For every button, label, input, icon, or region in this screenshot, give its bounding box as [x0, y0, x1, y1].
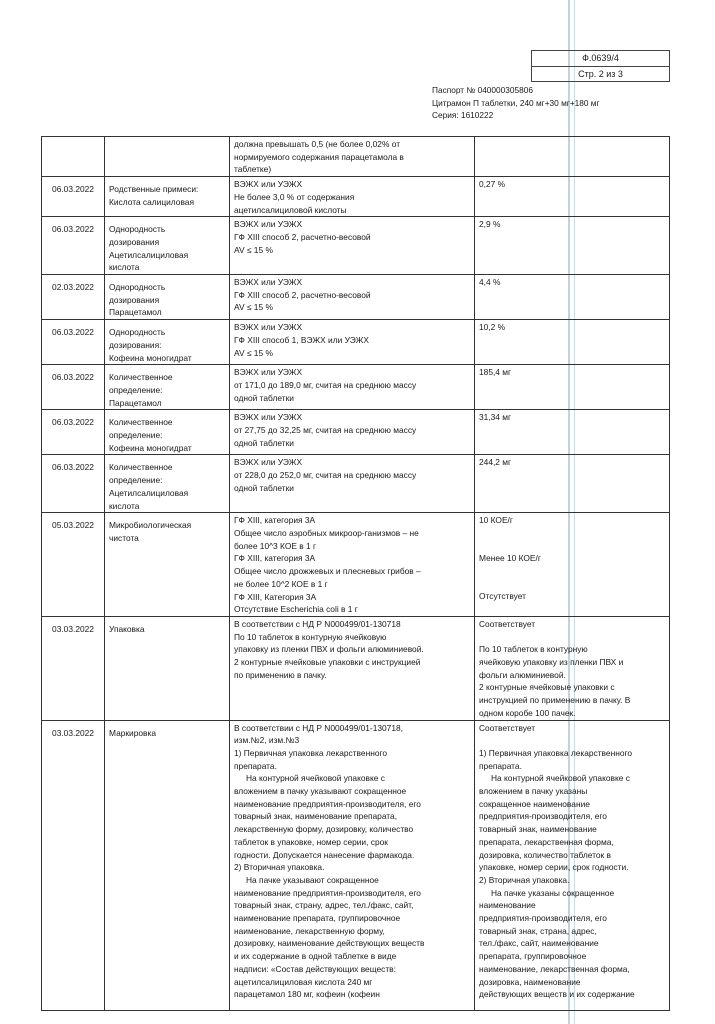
norm-line: упаковку из пленки ПВХ и фольги алюминиевой. [234, 644, 424, 655]
norm-line: ГФ XIII, категория 3А [234, 515, 316, 526]
indicator-line: Ацетилсалициловая [109, 249, 189, 260]
result-line: 10,2 % [479, 322, 506, 333]
indicator-line: Однородность [109, 224, 166, 235]
indicator-line: Количественное [109, 417, 173, 428]
date-cell: 06.03.2022 [42, 410, 105, 455]
norm-line: дозировку, наименование действующих веществ [234, 938, 425, 949]
table-row [42, 320, 670, 365]
result-line: По 10 таблеток в контурную [479, 644, 588, 655]
result-line: предприятия-производителя, его [479, 811, 607, 822]
result-line: препарата, лекарственная форма, [479, 836, 614, 847]
norm-line: ВЭЖХ или УЭЖХ [234, 322, 303, 333]
indicator-line: Микробиологическая [109, 520, 192, 531]
norm-line: ВЭЖХ или УЭЖХ [234, 219, 303, 230]
result-line [479, 540, 665, 553]
date-cell: 06.03.2022 [42, 320, 105, 365]
norm-line: AV ≤ 15 % [234, 244, 273, 255]
indicator-cell [105, 455, 230, 513]
result-line: дозировка, наименование [479, 976, 581, 987]
result-line [479, 578, 665, 591]
norm-line: AV ≤ 15 % [234, 347, 273, 358]
result-line: 10 КОЕ/г [479, 515, 513, 526]
indicator-cell [105, 410, 230, 455]
page-label: Стр. 2 из 3 [532, 66, 669, 82]
indicator-line: определение: [109, 475, 163, 486]
norm-line: изм.№2, изм.№3 [234, 735, 300, 746]
date-cell: 06.03.2022 [42, 365, 105, 410]
result-line: 2 контурные ячейковые упаковки с [479, 682, 615, 693]
result-line: На контурной ячейковой упаковке с [491, 773, 630, 784]
result-line [479, 565, 665, 578]
result-line: дозировка, количество таблеток в [479, 849, 611, 860]
norm-line: ГФ XIII способ 2, расчетно-весовой [234, 289, 371, 300]
date-cell: 06.03.2022 [42, 217, 105, 275]
indicator-line: Количественное [109, 462, 173, 473]
passport-number: Паспорт № 040000305806 [432, 85, 533, 95]
result-line: тел./факс, сайт, наименование [479, 938, 599, 949]
indicator-line: дозирования [109, 294, 160, 305]
norm-line: препарата. [234, 760, 277, 771]
norm-line: должна превышать 0,5 (не более 0,02% от [234, 139, 401, 149]
norm-line: ВЭЖХ или УЭЖХ [234, 412, 303, 423]
indicator-line: Количественное [109, 372, 173, 383]
result-line: упаковке, номер серии, срок годности. [479, 862, 629, 873]
indicator-cell [105, 217, 230, 275]
norm-line: от 27,75 до 32,25 мг, считая на среднюю массу [234, 425, 417, 436]
result-line: наименование [479, 900, 536, 911]
result-line [479, 631, 665, 644]
norm-line: надписи: «Состав действующих веществ: [234, 963, 396, 974]
indicator-line: Маркировка [109, 727, 156, 738]
norm-line: парацетамол 180 мг, кофеин (кофеин [234, 989, 380, 1000]
indicator-line: Парацетамол [109, 397, 162, 408]
form-code-box [531, 50, 670, 82]
indicator-cell [105, 177, 230, 217]
result-line: Соответствует [479, 618, 536, 629]
norm-line: вложением в пачку указывают сокращенное [234, 786, 407, 797]
norm-line: 1) Первичная упаковка лекарственного [234, 747, 388, 758]
result-cell [475, 513, 670, 617]
norm-line: и их содержание в одной таблетке в виде [234, 951, 397, 962]
indicator-line: Парацетамол [109, 307, 162, 318]
norm-line: от 171,0 до 189,0 мг, считая на среднюю массу [234, 379, 417, 390]
date-cell: 06.03.2022 [42, 177, 105, 217]
indicator-line: дозирования: [109, 339, 162, 350]
table-row [42, 275, 670, 320]
indicator-line: чистота [109, 532, 139, 543]
indicator-line: Кислота салициловая [109, 196, 194, 207]
result-line: сокращенное наименование [479, 798, 590, 809]
result-cell [475, 275, 670, 320]
indicator-cell [105, 616, 230, 720]
table-row [42, 720, 670, 1010]
norm-line: лекарственную форму, дозировку, количество [234, 824, 414, 835]
norm-line: одной таблетки [234, 437, 294, 448]
norm-cell [230, 455, 475, 513]
date-cell: 03.03.2022 [42, 720, 105, 1010]
result-line: ячейковую упаковку из пленки ПВХ и [479, 657, 624, 667]
form-code: Ф.0639/4 [582, 53, 619, 63]
norm-line: Общее число дрожжевых и плесневых грибов – [234, 566, 421, 577]
table-row [42, 217, 670, 275]
indicator-line: Ацетилсалициловая [109, 487, 189, 498]
date-cell: 03.03.2022 [42, 616, 105, 720]
norm-line: Не более 3,0 % от содержания [234, 191, 355, 202]
indicator-line: кислота [109, 500, 140, 511]
indicator-line: определение: [109, 430, 163, 441]
result-line: Отсутствует [479, 591, 526, 602]
norm-line: Общее число аэробных микроор-ганизмов – не [234, 527, 419, 538]
table-row [42, 365, 670, 410]
result-cell [475, 410, 670, 455]
result-line: фольги алюминиевой. [479, 669, 566, 680]
norm-line: ВЭЖХ или УЭЖХ [234, 277, 303, 288]
indicator-line: кислота [109, 262, 140, 273]
result-line: На пачке указаны сокращенное [491, 887, 615, 898]
norm-line: товарный знак, наименование препарата, [234, 811, 398, 822]
norm-cell [230, 217, 475, 275]
norm-line: наименование препарата, группировочное [234, 913, 401, 924]
product-name: Цитрамон П таблетки, 240 мг+30 мг+180 мг [432, 97, 600, 108]
norm-line: ГФ XIII, категория 3А [234, 553, 316, 564]
indicator-cell [105, 720, 230, 1010]
indicator-cell [105, 365, 230, 410]
norm-cell [230, 410, 475, 455]
norm-line: наименование предприятия-производителя, его [234, 798, 421, 809]
indicator-line: Однородность [109, 327, 166, 338]
table-row [42, 616, 670, 720]
result-line: наименование, лекарственная форма, [479, 963, 630, 974]
norm-cell [230, 616, 475, 720]
norm-cell [230, 720, 475, 1010]
table-row [42, 513, 670, 617]
norm-line: ВЭЖХ или УЭЖХ [234, 367, 303, 378]
result-line: действующих веществ и их содержание [479, 989, 635, 1000]
norm-line: годности. Допускается нанесение фармакода. [234, 849, 415, 860]
result-cell [475, 137, 670, 177]
table-row [42, 177, 670, 217]
result-cell [475, 616, 670, 720]
norm-line: ВЭЖХ или УЭЖХ [234, 457, 303, 468]
result-line: 4,4 % [479, 277, 501, 288]
indicator-cell [105, 320, 230, 365]
norm-line: наименование предприятия-производителя, его [234, 887, 421, 898]
norm-line: ВЭЖХ или УЭЖХ [234, 179, 303, 190]
result-line: препарата. [479, 760, 522, 771]
result-line: товарный знак, наименование [479, 824, 597, 835]
result-line: Соответствует [479, 722, 536, 733]
date-cell [42, 137, 105, 177]
indicator-line: Кофеина моногидрат [109, 352, 192, 363]
norm-line: ацетилсалициловая кислота 240 мг [234, 976, 373, 987]
norm-line: таблеток в упаковке, номер серии, срок [234, 836, 388, 847]
result-cell [475, 217, 670, 275]
result-cell [475, 365, 670, 410]
result-line: одном коробе 100 пачек. [479, 707, 576, 718]
passport-header [432, 84, 600, 122]
result-line: 185,4 мг [479, 367, 512, 378]
result-cell [475, 320, 670, 365]
norm-line: В соответствии с НД Р N000499/01-130718 [234, 618, 401, 629]
result-line [479, 527, 665, 540]
result-line: 244,2 мг [479, 457, 512, 468]
date-cell: 02.03.2022 [42, 275, 105, 320]
table-row [42, 455, 670, 513]
result-line: товарный знак, страна, адрес, [479, 925, 597, 936]
result-line: 2,9 % [479, 219, 501, 230]
table-row [42, 410, 670, 455]
norm-line: На контурной ячейковой упаковке с [246, 773, 385, 784]
norm-line: одной таблетки [234, 392, 294, 403]
norm-cell [230, 275, 475, 320]
norm-line: товарный знак, страну, адрес, тел./факс, сайт, [234, 900, 414, 911]
norm-line: ацетилсалициловой кислоты [234, 204, 347, 215]
indicator-line: Кофеина моногидрат [109, 442, 192, 453]
norm-cell [230, 365, 475, 410]
date-cell: 05.03.2022 [42, 513, 105, 617]
result-line: препарата, группировочное [479, 951, 587, 962]
indicator-line: Родственные примеси: [109, 184, 199, 195]
indicator-cell [105, 275, 230, 320]
result-line: предприятия-производителя, его [479, 913, 607, 924]
norm-line: 2 контурные ячейковые упаковки с инструкцией [234, 657, 421, 668]
result-line: 31,34 мг [479, 412, 512, 423]
norm-cell [230, 177, 475, 217]
result-line: вложением в пачку указаны [479, 786, 588, 797]
norm-line: ГФ XIII, Категория 3А [234, 591, 317, 602]
norm-line: по применению в пачку. [234, 669, 327, 680]
norm-cell [230, 137, 475, 177]
norm-line: одной таблетки [234, 482, 294, 493]
norm-line: Отсутствие Escherichia coli в 1 г [234, 604, 358, 615]
result-cell [475, 177, 670, 217]
norm-line: не более 10^2 КОЕ в 1 г [234, 578, 328, 589]
indicator-line: Однородность [109, 282, 166, 293]
norm-line: более 10^3 КОЕ в 1 г [234, 540, 317, 551]
table-body [42, 137, 670, 1011]
result-line: инструкцией по применению в пачку. В [479, 695, 631, 706]
norm-line: наименование, лекарственную форму, [234, 925, 385, 936]
table-row [42, 137, 670, 177]
result-cell [475, 720, 670, 1010]
series-number: Серия: 1610222 [432, 110, 494, 120]
quality-control-table [41, 136, 670, 1011]
norm-line: таблетке) [234, 164, 272, 175]
result-cell [475, 455, 670, 513]
norm-line: ГФ XIII способ 1, ВЭЖХ или УЭЖХ [234, 334, 369, 345]
norm-line: нормируемого содержания парацетамола в [234, 151, 404, 162]
norm-cell [230, 320, 475, 365]
norm-line: от 228,0 до 252,0 мг, считая на среднюю массу [234, 470, 417, 481]
norm-line: ГФ XIII способ 2, расчетно-весовой [234, 231, 371, 242]
result-line: 0,27 % [479, 179, 506, 190]
date-cell: 06.03.2022 [42, 455, 105, 513]
result-line: Менее 10 КОЕ/г [479, 553, 541, 564]
indicator-cell [105, 513, 230, 617]
norm-cell [230, 513, 475, 617]
indicator-line: Упаковка [109, 623, 145, 634]
norm-line: По 10 таблеток в контурную ячейковую [234, 631, 387, 642]
result-line: 2) Вторичная упаковка. [479, 874, 570, 885]
indicator-line: дозирования [109, 236, 160, 247]
result-line [479, 734, 665, 747]
indicator-line: определение: [109, 384, 163, 395]
indicator-cell [105, 137, 230, 177]
norm-line: На пачке указывают сокращенное [246, 874, 379, 885]
norm-line: AV ≤ 15 % [234, 302, 273, 313]
norm-line: В соответствии с НД Р N000499/01-130718, [234, 722, 403, 733]
norm-line: 2) Вторичная упаковка. [234, 862, 325, 873]
result-line: 1) Первичная упаковка лекарственного [479, 747, 633, 758]
